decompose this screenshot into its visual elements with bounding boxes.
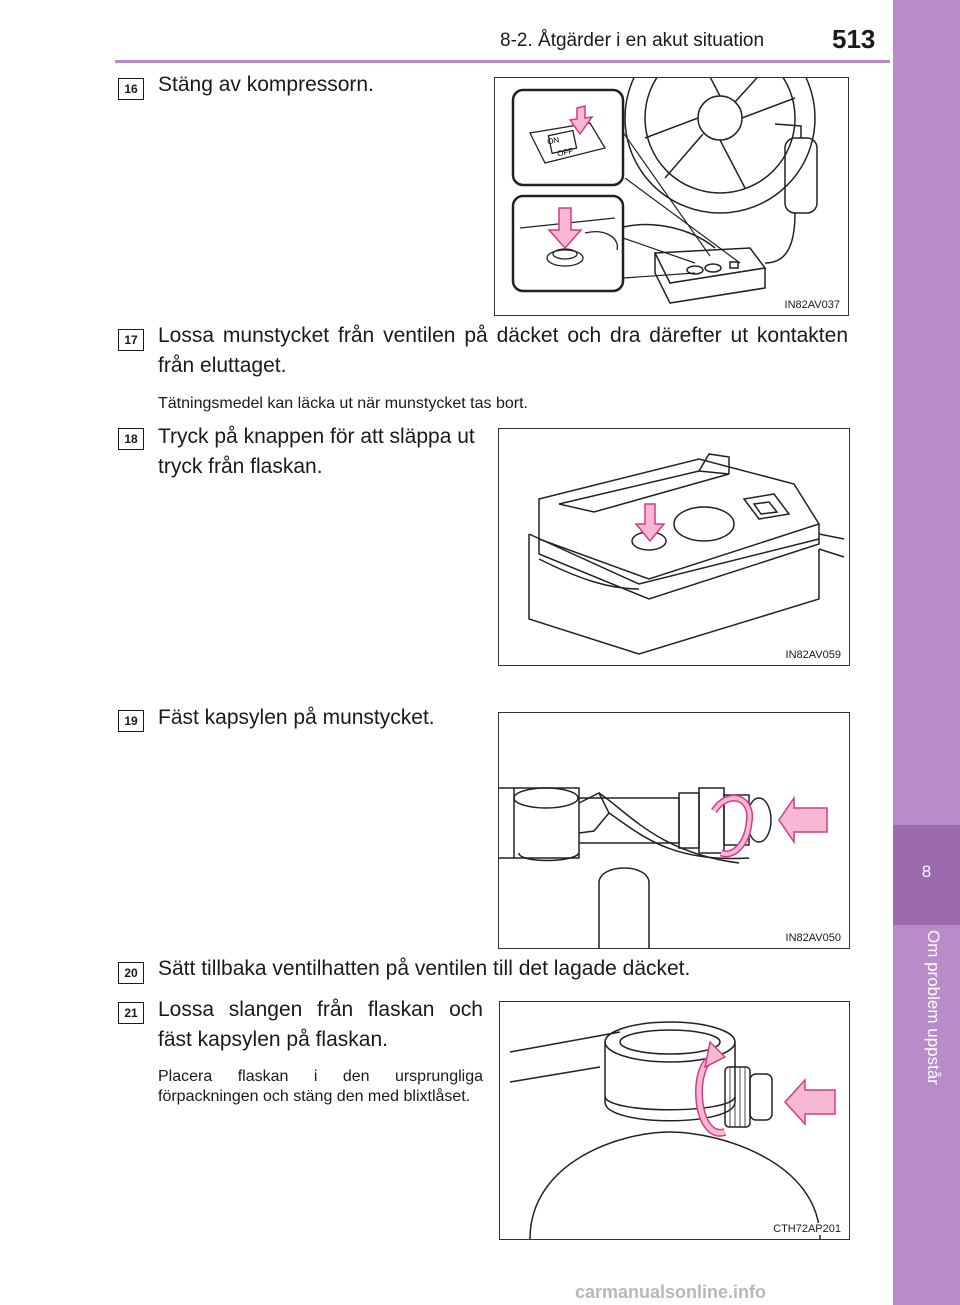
figure-code: IN82AV050 — [785, 932, 841, 944]
bottle-button-illustration — [499, 429, 849, 665]
bottle-cap-illustration — [500, 1002, 849, 1239]
step-21-text: Lossa slangen från flaskan och fäst kapsylen på flaskan. — [158, 998, 483, 1051]
step-19-badge: 19 — [118, 710, 144, 732]
step-17-text: Lossa munstycket från ventilen på däcket och dra därefter ut kontakten från eluttaget. — [158, 324, 848, 377]
step-20-text: Sätt tillbaka ventilhatten på ventilen till det lagade däcket. — [158, 957, 691, 980]
chapter-title: Om problem uppstår — [924, 930, 943, 1085]
chapter-number: 8 — [921, 862, 932, 881]
step-19-text: Fäst kapsylen på munstycket. — [158, 706, 435, 729]
figure-nozzle-cap — [498, 712, 850, 949]
figure-bottle-cap — [499, 1001, 850, 1240]
compressor-switch-illustration — [495, 78, 848, 315]
step-16-text: Stäng av kompressorn. — [158, 73, 374, 96]
step-16-badge: 16 — [118, 78, 144, 100]
nozzle-cap-illustration — [499, 713, 849, 948]
step-21-note: Placera flaskan i den ursprungliga förpackningen och stäng den med blixtlåset. — [158, 1068, 483, 1105]
figure-code: IN82AV059 — [785, 649, 841, 661]
push-arrow-icon — [779, 798, 827, 842]
header-rule — [115, 60, 890, 63]
step-21-badge: 21 — [118, 1002, 144, 1024]
figure-compressor-switch — [494, 77, 849, 316]
section-title: 8-2. Åtgärder i en akut situation — [500, 30, 765, 51]
watermark: carmanualsonline.info — [575, 1282, 767, 1302]
step-17-badge: 17 — [118, 329, 144, 351]
step-18-text: Tryck på knappen för att släppa ut tryck från flaskan. — [158, 425, 475, 478]
switch-on-label: ON — [546, 135, 561, 147]
step-20-badge: 20 — [118, 962, 144, 984]
page-number: 513 — [832, 24, 876, 54]
step-17-note: Tätningsmedel kan läcka ut när munstycket tas bort. — [158, 395, 528, 412]
push-arrow-icon — [785, 1080, 835, 1124]
switch-off-label: OFF — [556, 146, 574, 159]
figure-pressure-release-button — [498, 428, 850, 666]
figure-code: IN82AV037 — [784, 299, 840, 311]
figure-code: CTH72AP201 — [773, 1223, 841, 1235]
step-18-badge: 18 — [118, 428, 144, 450]
